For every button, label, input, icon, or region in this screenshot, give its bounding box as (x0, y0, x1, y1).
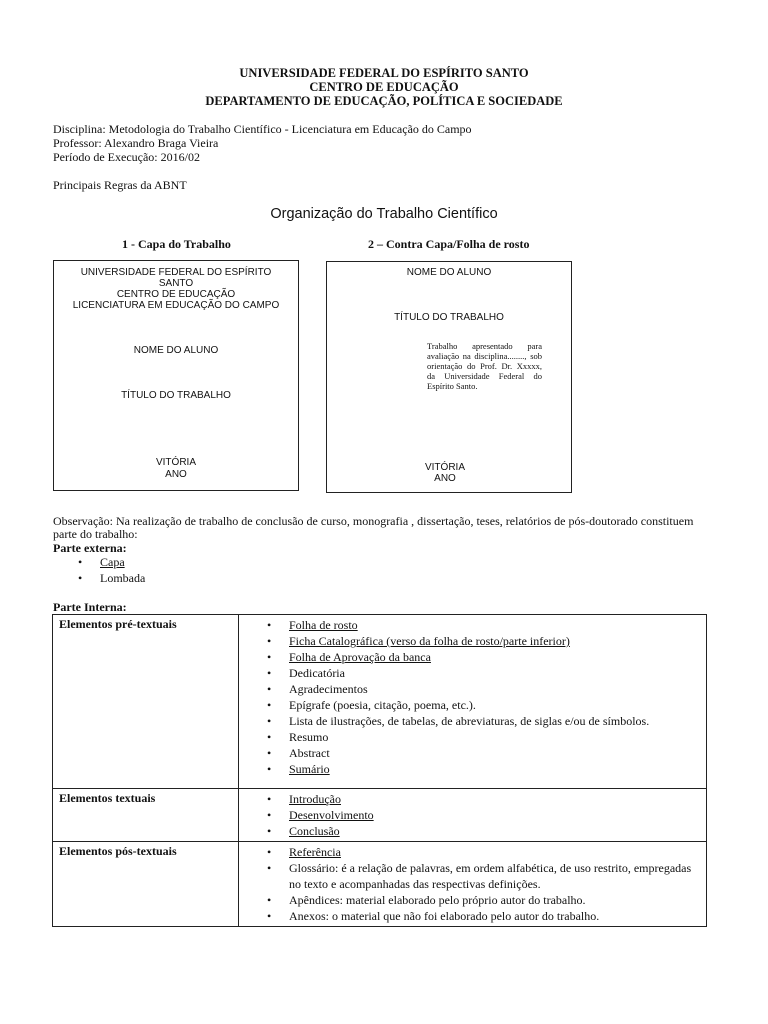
textuais-list (245, 791, 700, 839)
capa-titulo: TÍTULO DO TRABALHO (121, 390, 231, 401)
header-university: UNIVERSIDADE FEDERAL DO ESPÍRITO SANTO (239, 66, 529, 80)
contracapa-nota: Trabalho apresentado para avaliação na disciplina........, sob orientação do Prof. Dr. Xxxxx, da Universidade Federal do Espírito Santo. (427, 341, 542, 391)
contracapa-ano: ANO (434, 473, 456, 484)
capa-nome-aluno: NOME DO ALUNO (133, 345, 219, 356)
section-title: Organização do Trabalho Científico (270, 206, 498, 222)
parte-externa-label: Parte externa: (53, 541, 127, 555)
meta-professor: Professor: Alexandro Braga Vieira (53, 136, 219, 150)
list-item: • Referência (267, 844, 700, 860)
parte-externa-list (78, 555, 145, 586)
meta-regras: Principais Regras da ABNT (53, 178, 187, 192)
list-item: • Apêndices: material elaborado pelo próprio autor do trabalho. (267, 892, 700, 908)
contracapa-cidade: VITÓRIA (424, 462, 465, 473)
pre-textuais-list (245, 617, 700, 777)
pos-textuais-list (245, 844, 700, 924)
list-item: • Anexos: o material que não foi elaborado pelo autor do trabalho. (267, 908, 700, 924)
list-item: • Resumo (267, 729, 700, 745)
list-item: • Folha de Aprovação da banca (267, 649, 700, 665)
header-department: DEPARTAMENTO DE EDUCAÇÃO, POLÍTICA E SOCIEDADE (205, 94, 563, 108)
table-row (53, 842, 707, 927)
capa-subtitle: 1 - Capa do Trabalho (122, 237, 231, 251)
list-item: • Capa (78, 555, 145, 571)
list-item: • Dedicatória (267, 665, 700, 681)
parte-interna-label: Parte Interna: (53, 600, 127, 614)
contracapa-subtitle: 2 – Contra Capa/Folha de rosto (368, 237, 530, 251)
list-item: • Sumário (267, 761, 700, 777)
list-item: • Desenvolvimento (267, 807, 700, 823)
row-items (239, 842, 707, 927)
list-item: • Agradecimentos (267, 681, 700, 697)
table-row (53, 789, 707, 842)
contracapa-titulo: TÍTULO DO TRABALHO (394, 312, 504, 323)
list-item: • Ficha Catalográfica (verso da folha de rosto/parte inferior) (267, 633, 700, 649)
observacao-text: Observação: Na realização de trabalho de conclusão de curso, monografia , dissertação, teses, relatórios de pós-doutorado constituem parte do trabalho: (53, 514, 694, 541)
row-items (239, 615, 707, 789)
capa-ano: ANO (165, 469, 187, 480)
elements-table (52, 614, 707, 927)
capa-box (53, 260, 299, 491)
meta-periodo: Período de Execução: 2016/02 (53, 150, 200, 164)
table-row (53, 615, 707, 789)
list-item: • Abstract (267, 745, 700, 761)
row-heading: Elementos pós-textuais (53, 842, 239, 927)
header-center: CENTRO DE EDUCAÇÃO (309, 80, 459, 94)
list-item: • Lista de ilustrações, de tabelas, de abreviaturas, de siglas e/ou de símbolos. (267, 713, 700, 729)
meta-disciplina: Disciplina: Metodologia do Trabalho Científico - Licenciatura em Educação do Campo (53, 122, 472, 136)
contracapa-nome-aluno: NOME DO ALUNO (406, 267, 492, 278)
capa-univ2: SANTO (158, 278, 194, 289)
list-item: • Glossário: é a relação de palavras, em ordem alfabética, de uso restrito, empregadas no texto e acompanhadas das respectivas definições. (267, 860, 700, 892)
list-item: • Conclusão (267, 823, 700, 839)
list-item: • Introdução (267, 791, 700, 807)
capa-cidade: VITÓRIA (155, 457, 196, 468)
list-item: • Folha de rosto (267, 617, 700, 633)
contracapa-box (326, 261, 572, 493)
capa-licenciatura: LICENCIATURA EM EDUCAÇÃO DO CAMPO (72, 300, 280, 311)
capa-centro: CENTRO DE EDUCAÇÃO (116, 289, 236, 300)
capa-univ1: UNIVERSIDADE FEDERAL DO ESPÍRITO (80, 267, 272, 278)
row-items (239, 789, 707, 842)
list-item: • Lombada (78, 571, 145, 587)
row-heading: Elementos pré-textuais (53, 615, 239, 789)
row-heading: Elementos textuais (53, 789, 239, 842)
list-item: • Epígrafe (poesia, citação, poema, etc.). (267, 697, 700, 713)
